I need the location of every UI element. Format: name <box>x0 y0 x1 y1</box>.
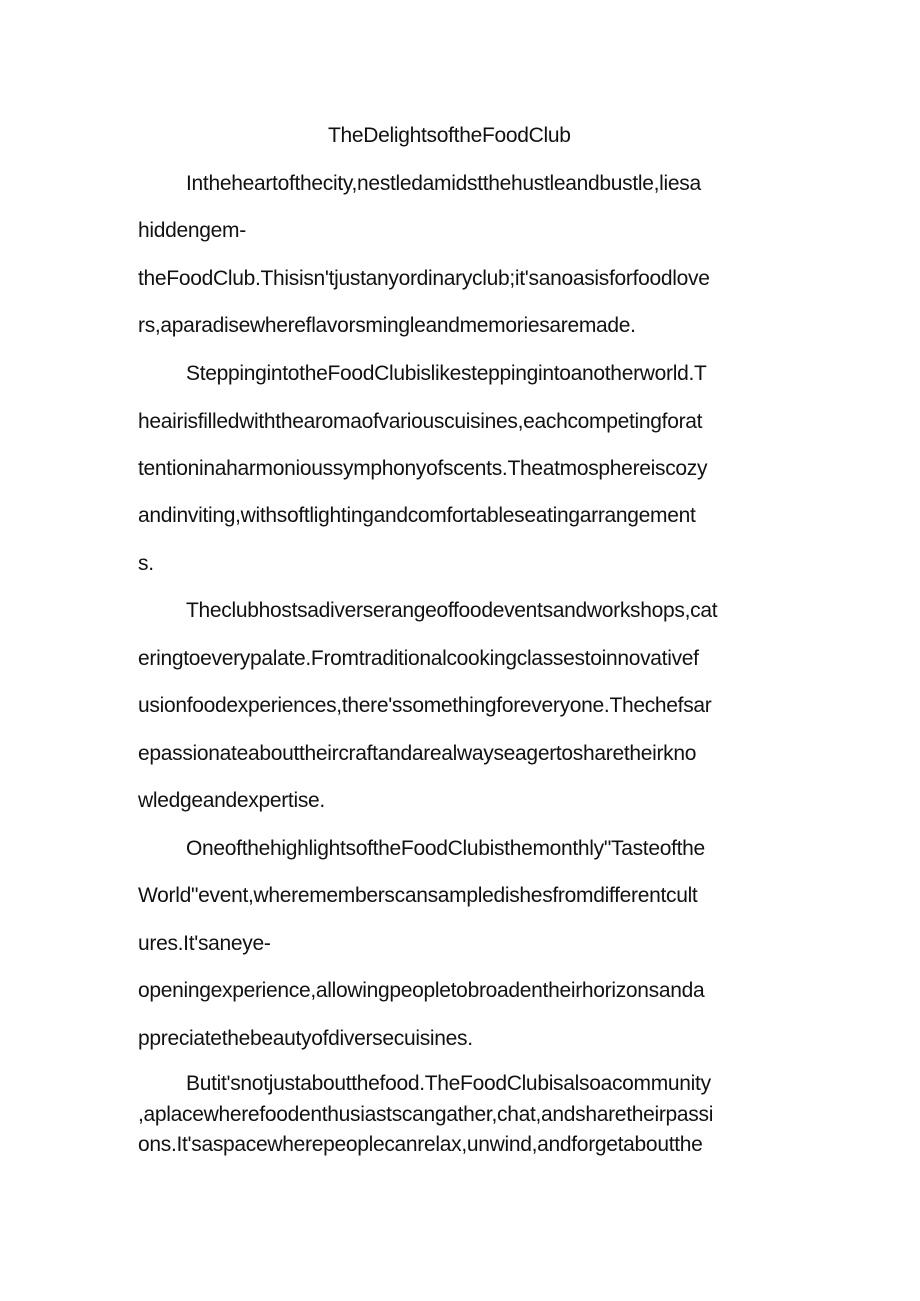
paragraph-1-line-3: theFoodClub.Thisisn'tjustanyordinaryclub;it'sanoasisforfoodlove <box>138 267 710 290</box>
paragraph-2-line-5: s. <box>138 552 154 575</box>
paragraph-3-line-2: eringtoeverypalate.Fromtraditionalcookingclassestoinnovativef <box>138 647 699 670</box>
paragraph-2-line-4: andinviting,withsoftlightingandcomfortableseatingarrangement <box>138 504 696 527</box>
paragraph-5-line-1: Butit'snotjustaboutthefood.TheFoodClubisalsoacommunity <box>186 1072 711 1095</box>
paragraph-1-line-2: hiddengem- <box>138 219 246 242</box>
paragraph-1-line-1: Intheheartofthecity,nestledamidstthehustleandbustle,liesa <box>186 172 701 195</box>
paragraph-2-line-2: heairisfilledwiththearomaofvariouscuisines,eachcompetingforat <box>138 410 703 433</box>
paragraph-5-line-3: ons.It'saspacewherepeoplecanrelax,unwind,andforgetaboutthe <box>138 1133 703 1156</box>
paragraph-3-line-1: Theclubhostsadiverserangeoffoodeventsandworkshops,cat <box>186 599 718 622</box>
paragraph-4-line-3: ures.It'saneye- <box>138 932 271 955</box>
paragraph-4-line-5: ppreciatethebeautyofdiversecuisines. <box>138 1027 473 1050</box>
paragraph-3-line-5: wledgeandexpertise. <box>138 789 325 812</box>
paragraph-2-line-3: tentioninaharmonioussymphonyofscents.Theatmosphereiscozy <box>138 457 708 480</box>
paragraph-3-line-3: usionfoodexperiences,there'ssomethingforeveryone.Thechefsar <box>138 694 712 717</box>
paragraph-1-line-4: rs,aparadisewhereflavorsmingleandmemoriesaremade. <box>138 314 636 337</box>
paragraph-4-line-4: openingexperience,allowingpeopletobroadentheirhorizonsanda <box>138 979 705 1002</box>
paragraph-4-line-1: OneofthehighlightsoftheFoodClubisthemonthly"Tasteofthe <box>186 837 705 860</box>
paragraph-2-line-1: SteppingintotheFoodClubislikesteppingintoanotherworld.T <box>186 362 707 385</box>
paragraph-3-line-4: epassionateabouttheircraftandarealwayseagertosharetheirkno <box>138 742 697 765</box>
paragraph-4-line-2: World"event,wherememberscansampledishesfromdifferentcult <box>138 884 698 907</box>
document-title: TheDelightsoftheFoodClub <box>328 124 571 147</box>
paragraph-5-line-2: ,aplacewherefoodenthusiastscangather,chat,andsharetheirpassi <box>138 1103 714 1126</box>
